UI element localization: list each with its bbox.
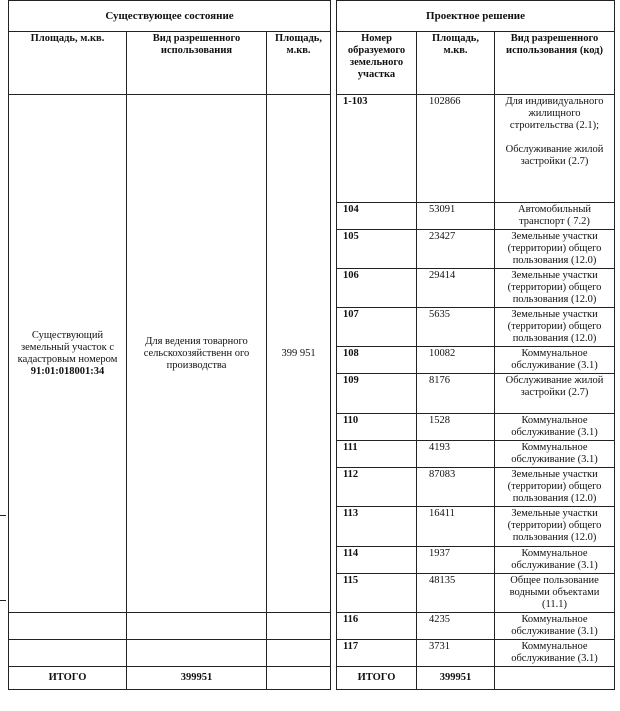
land-parcels-table <box>8 0 615 690</box>
existing-parcel-use: Для ведения товарного сельскохозяйственн ого производства <box>127 95 267 613</box>
parcel-area: 16411 <box>417 507 495 547</box>
parcel-use: Земельные участки (территории) общего пользования (12.0) <box>495 230 615 269</box>
parcel-use: Коммунальное обслуживание (3.1) <box>495 414 615 441</box>
parcel-number: 113 <box>337 507 417 547</box>
parcel-use: Коммунальное обслуживание (3.1) <box>495 613 615 640</box>
parcel-number: 116 <box>337 613 417 640</box>
parcel-number: 108 <box>337 347 417 374</box>
parcel-number: 104 <box>337 203 417 230</box>
empty-cell <box>495 667 615 690</box>
empty-cell <box>9 613 127 640</box>
empty-cell <box>267 640 331 667</box>
parcel-area: 48135 <box>417 574 495 613</box>
parcel-area: 10082 <box>417 347 495 374</box>
empty-cell <box>127 640 267 667</box>
parcel-number: 117 <box>337 640 417 667</box>
existing-parcel-description: Существующий земельный участок с кадастровым номером <box>17 329 118 365</box>
parcel-number: 115 <box>337 574 417 613</box>
parcel-use: Коммунальное обслуживание (3.1) <box>495 547 615 574</box>
parcel-use: Общее пользование водными объектами (11.1) <box>495 574 615 613</box>
parcel-use-line: Обслуживание жилой застройки (2.7) <box>505 144 604 167</box>
parcel-use <box>495 95 615 203</box>
parcel-area: 87083 <box>417 468 495 507</box>
parcel-area: 1937 <box>417 547 495 574</box>
parcel-use: Коммунальное обслуживание (3.1) <box>495 347 615 374</box>
parcel-area: 23427 <box>417 230 495 269</box>
parcel-number: 111 <box>337 441 417 468</box>
parcel-number: 105 <box>337 230 417 269</box>
empty-cell <box>9 640 127 667</box>
existing-parcel-cell <box>9 95 127 613</box>
empty-cell <box>127 613 267 640</box>
parcel-number: 106 <box>337 269 417 308</box>
margin-rule <box>0 515 6 516</box>
margin-rule <box>0 600 6 601</box>
parcel-area: 8176 <box>417 374 495 414</box>
parcel-area: 102866 <box>417 95 495 203</box>
parcel-use: Земельные участки (территории) общего пользования (12.0) <box>495 507 615 547</box>
existing-parcel-area: 399 951 <box>267 95 331 613</box>
parcel-area: 3731 <box>417 640 495 667</box>
parcel-number: 109 <box>337 374 417 414</box>
project-total-label: ИТОГО <box>337 667 417 690</box>
parcel-number: 112 <box>337 468 417 507</box>
parcel-number: 114 <box>337 547 417 574</box>
parcel-area: 1528 <box>417 414 495 441</box>
parcel-use: Земельные участки (территории) общего пользования (12.0) <box>495 269 615 308</box>
parcel-use: Обслуживание жилой застройки (2.7) <box>495 374 615 414</box>
header-existing-use: Вид разрешенного использования <box>127 32 267 95</box>
header-project-area: Площадь, м.кв. <box>417 32 495 95</box>
header-existing-area: Площадь, м.кв. <box>9 32 127 95</box>
parcel-area: 4193 <box>417 441 495 468</box>
existing-total-value: 399951 <box>127 667 267 690</box>
existing-section-title: Существующее состояние <box>9 1 331 32</box>
parcel-number: 110 <box>337 414 417 441</box>
parcel-use: Коммунальное обслуживание (3.1) <box>495 441 615 468</box>
project-total-value: 399951 <box>417 667 495 690</box>
parcel-use: Автомобильный транспорт ( 7.2) <box>495 203 615 230</box>
parcel-area: 53091 <box>417 203 495 230</box>
parcel-use: Земельные участки (территории) общего пользования (12.0) <box>495 468 615 507</box>
parcel-use: Коммунальное обслуживание (3.1) <box>495 640 615 667</box>
header-existing-area2: Площадь, м.кв. <box>267 32 331 95</box>
parcel-number: 1-103 <box>337 95 417 203</box>
parcel-number: 107 <box>337 308 417 347</box>
parcel-area: 4235 <box>417 613 495 640</box>
parcel-area: 29414 <box>417 269 495 308</box>
project-section-title: Проектное решение <box>337 1 615 32</box>
existing-total-label: ИТОГО <box>9 667 127 690</box>
empty-cell <box>267 613 331 640</box>
empty-cell <box>267 667 331 690</box>
header-project-use: Вид разрешенного использования (код) <box>495 32 615 95</box>
parcel-use: Земельные участки (территории) общего пользования (12.0) <box>495 308 615 347</box>
parcel-use-line: Для индивидуального жилищного строительства (2.1); <box>505 96 604 131</box>
parcel-area: 5635 <box>417 308 495 347</box>
header-parcel-number: Номер образуемого земельного участка <box>337 32 417 95</box>
cadastral-number: 91:01:018001:34 <box>30 365 105 377</box>
